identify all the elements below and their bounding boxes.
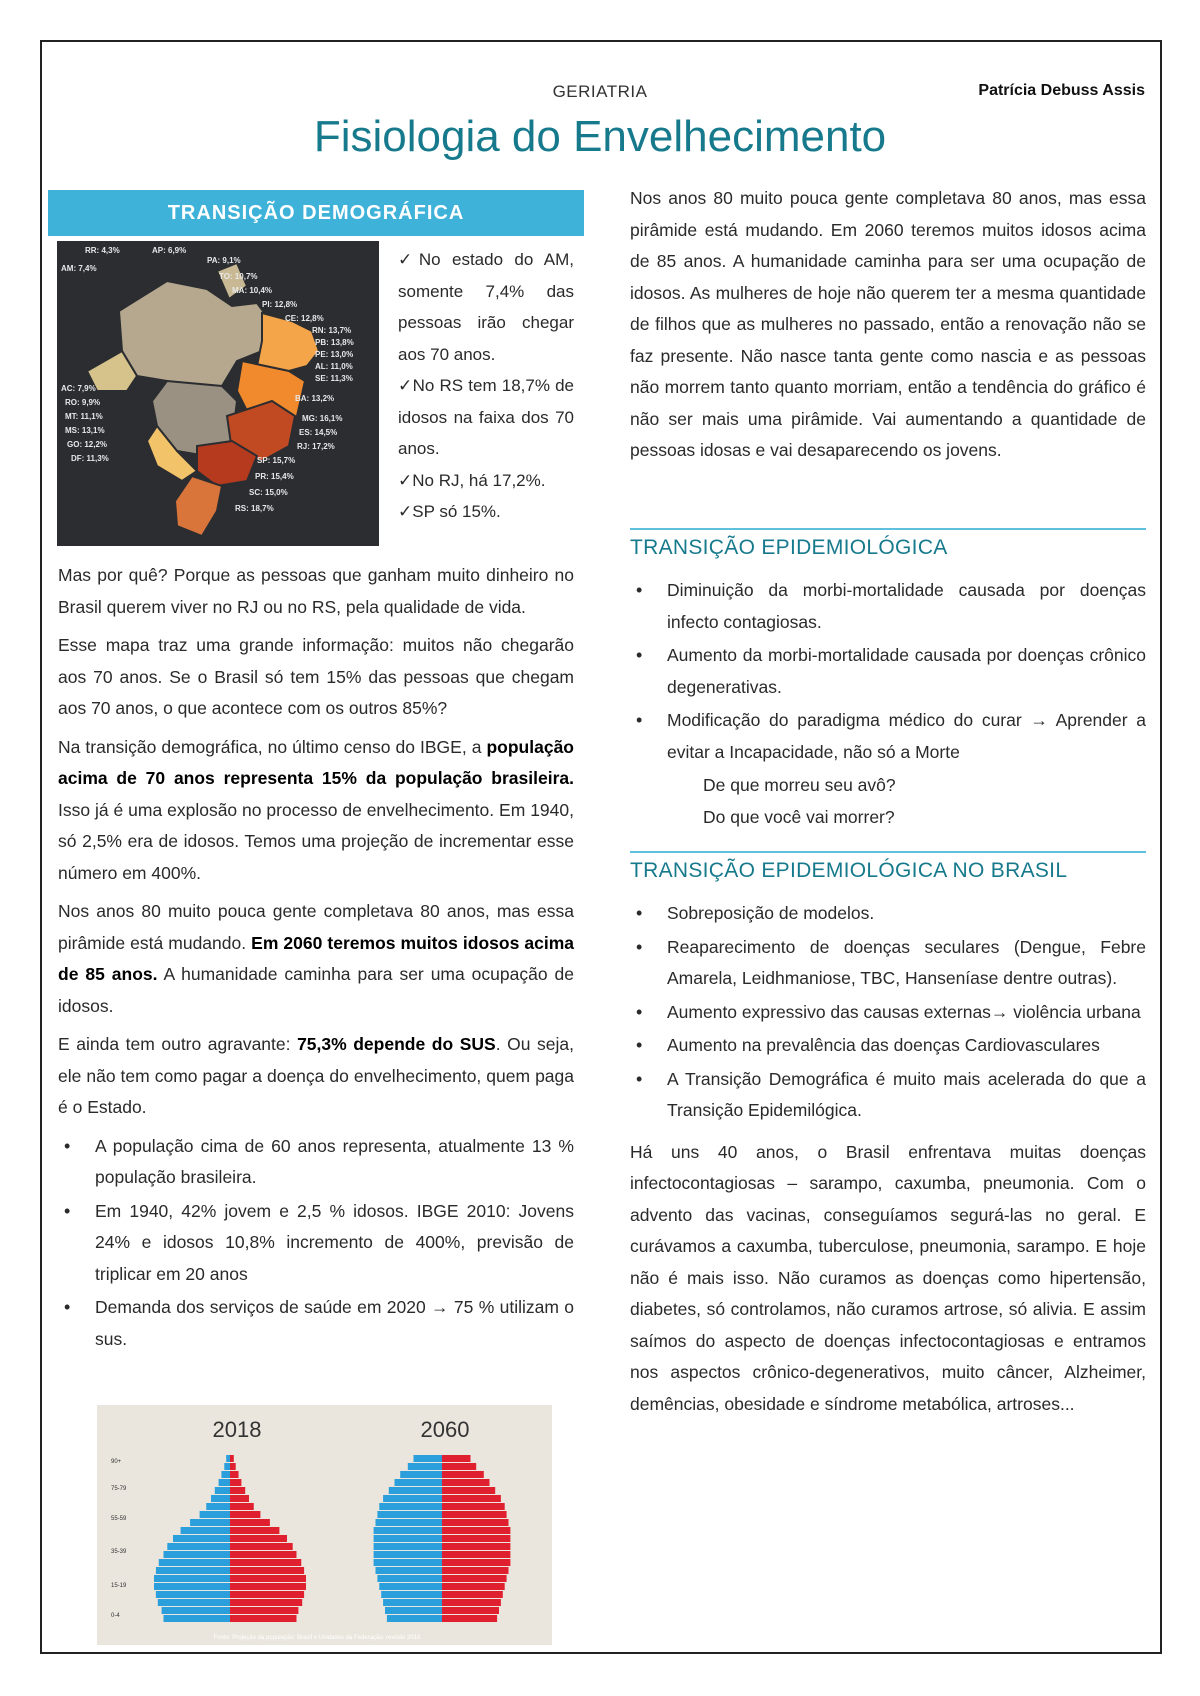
paragraph: Nos anos 80 muito pouca gente completava 80 anos, mas essa pirâmide está mudando. Em 2060 teremos muitos idosos acima de 85 anos. A humanidade caminha para ser uma ocupação de idosos. As mulheres de hoje não querem ter a mesma quantidade de filhos que as mulheres no passado, então a renovação não se faz presente. Não nasce tanta gente como nascia e as pessoas não morrem tanto quanto morriam, então a tendência do gráfico é não ser mais uma pirâmide. Vai aumentando a quantidade de pessoas idosas e vai desaparecendo os jovens.	[630, 188, 1146, 460]
text-span: A humanidade caminha para ser uma ocupação de idosos.	[58, 964, 574, 1016]
pyramid-bar-female	[230, 1455, 234, 1462]
pyramid-bar-female	[442, 1615, 497, 1622]
bullet-list	[58, 1131, 574, 1356]
section-banner-demographic: TRANSIÇÃO DEMOGRÁFICA	[48, 190, 584, 236]
paragraph	[58, 896, 574, 1022]
pyramid-year-2018: 2018	[212, 1417, 262, 1442]
map-label: AC: 7,9%	[61, 384, 96, 393]
check-item: ✓No RS tem 18,7% de idosos na faixa dos 70 anos.	[398, 376, 574, 458]
map-region-south	[175, 476, 222, 536]
text-span: . Ou seja, ele não tem como pagar a doença do envelhecimento, quem paga é o Estado.	[58, 1034, 574, 1117]
pyramid-bar-female	[230, 1463, 236, 1470]
list-item: • Aumento expressivo das causas externas→ violência urbana	[630, 997, 1146, 1029]
paragraph: Mas por quê? Porque as pessoas que ganham muito dinheiro no Brasil querem viver no RJ ou no RS, pela qualidade de vida.	[58, 565, 574, 617]
pyramid-bar-male	[181, 1527, 230, 1534]
list-item: • A população cima de 60 anos representa, atualmente 13 % população brasileira.	[58, 1131, 574, 1194]
list-item: • A Transição Demográfica é muito mais acelerada do que a Transição Epidemilógica.	[630, 1064, 1146, 1127]
map-label: RN: 13,7%	[312, 326, 352, 335]
pyramid-bar-male	[164, 1551, 231, 1558]
age-label: 0-4	[111, 1613, 120, 1619]
map-label: SC: 15,0%	[249, 488, 288, 497]
map-label: MS: 13,1%	[65, 426, 105, 435]
pyramid-bar-female	[442, 1471, 484, 1478]
pyramid-bar-female	[230, 1607, 298, 1614]
pyramid-bar-male	[374, 1543, 442, 1550]
pyramid-bar-female	[442, 1567, 509, 1574]
pyramid-bar-female	[230, 1567, 304, 1574]
pyramid-bar-male	[395, 1479, 443, 1486]
pyramid-bar-male	[158, 1599, 230, 1606]
pyramid-bar-male	[154, 1575, 230, 1582]
age-label: 75-79	[111, 1486, 127, 1492]
pyramid-bar-female	[230, 1511, 260, 1518]
pyramid-bar-female	[230, 1543, 293, 1550]
age-label: 90+	[111, 1459, 122, 1465]
pyramid-bar-male	[221, 1471, 230, 1478]
age-label: 55-59	[111, 1516, 127, 1522]
pyramid-bar-male	[374, 1527, 442, 1534]
subject-label: GERIATRIA	[552, 82, 648, 101]
age-label: 15-19	[111, 1583, 127, 1589]
list-item: • Demanda dos serviços de saúde em 2020 → 75 % utilizam o sus.	[58, 1292, 574, 1355]
pyramid-bar-female	[230, 1583, 306, 1590]
pyramid-bar-male	[224, 1463, 230, 1470]
pyramid-bar-male	[377, 1575, 442, 1582]
pyramid-bar-male	[376, 1519, 443, 1526]
pyramid-bar-male	[374, 1535, 442, 1542]
map-label: MA: 10,4%	[232, 286, 273, 295]
paragraph: Há uns 40 anos, o Brasil enfrentava muitas doenças infectocontagiosas – sarampo, caxumba, pneumonia. Com o advento das vacinas, conseguíamos segurá-las no geral. E curávamos a caxumba, tuberculose, pneumonia, sarampo. E hoje não é mais isso. Não curamos as doenças como hipertensão, diabetes, só controlamos, não curamos artrose, só alivia. E assim saímos do aspecto de doenças infectocontagiosas e entramos nos aspectos crônico-degenerativos, muito câncer, Alzheimer, demências, obesidade e síndrome metabólica, artroses...	[630, 1141, 1146, 1414]
map-label: CE: 12,8%	[285, 314, 324, 323]
map-label: BA: 13,2%	[295, 394, 335, 403]
pyramid-bar-male	[381, 1591, 442, 1598]
map-label: SE: 11,3%	[315, 374, 353, 383]
list-item: • Modificação do paradigma médico do curar → Aprender a evitar a Incapacidade, não só a Morte	[630, 705, 1146, 768]
pyramid-bar-female	[230, 1615, 297, 1622]
question-text: De que morreu seu avô?	[703, 775, 896, 795]
pyramid-bar-female	[442, 1463, 476, 1470]
right-intro-text	[630, 183, 1146, 474]
pyramid-bar-female	[442, 1575, 507, 1582]
pyramid-bar-male	[159, 1559, 230, 1566]
pyramid-svg	[97, 1405, 552, 1645]
pyramid-bar-female	[442, 1455, 471, 1462]
map-label: TO: 10,7%	[219, 272, 258, 281]
pyramid-bar-female	[442, 1599, 501, 1606]
pyramid-bar-male	[379, 1583, 442, 1590]
bold-text: Em 2060 teremos muitos idosos acima de 85 anos.	[58, 932, 574, 984]
pyramid-bar-female	[230, 1599, 302, 1606]
pyramid-bar-female	[230, 1519, 270, 1526]
map-label: AP: 6,9%	[152, 246, 187, 255]
pyramid-bar-male	[219, 1479, 230, 1486]
pyramid-bar-female	[230, 1471, 239, 1478]
check-item: ✓No estado do AM, somente 7,4% das pessoas irão chegar aos 70 anos.	[398, 250, 574, 364]
pyramid-bar-male	[400, 1471, 442, 1478]
pyramid-bar-female	[230, 1551, 297, 1558]
pyramid-bar-female	[442, 1583, 505, 1590]
pyramid-bar-male	[377, 1511, 442, 1518]
pyramid-bar-female	[442, 1527, 510, 1534]
map-label: GO: 12,2%	[67, 440, 108, 449]
pyramid-bar-male	[226, 1455, 230, 1462]
pyramid-bar-female	[230, 1527, 279, 1534]
pyramid-bar-male	[383, 1599, 442, 1606]
pyramid-bar-male	[374, 1551, 442, 1558]
map-label: MT: 11,1%	[65, 412, 103, 421]
bullet-list	[630, 575, 1146, 768]
bullet-list	[630, 898, 1146, 1127]
pyramid-bar-male	[206, 1503, 230, 1510]
pyramid-bar-male	[383, 1495, 442, 1502]
paragraph: Esse mapa traz uma grande informação: muitos não chegarão aos 70 anos. Se o Brasil só tem 15% das pessoas que chegam aos 70 anos, o que acontece com os outros 85%?	[58, 635, 574, 718]
pyramid-bar-male	[200, 1511, 230, 1518]
text-span: Nos anos 80 muito pouca gente completava 80 anos, mas essa pirâmide está mudando.	[58, 901, 574, 953]
text-span: Na transição demográfica, no último censo do IBGE, a	[58, 736, 487, 757]
pyramid-bar-male	[389, 1487, 442, 1494]
map-label: DF: 11,3%	[71, 454, 109, 463]
pyramid-bar-male	[387, 1615, 442, 1622]
pyramid-bar-female	[442, 1543, 510, 1550]
epidemiological-brazil-list	[630, 898, 1146, 1427]
bold-text: 75,3% depende do SUS	[297, 1034, 496, 1054]
paragraph	[58, 732, 574, 890]
map-label: PR: 15,4%	[255, 472, 294, 481]
section-title-epidemiological: TRANSIÇÃO EPIDEMIOLÓGICA	[630, 528, 1146, 560]
pyramid-bar-male	[215, 1487, 230, 1494]
check-item: ✓No RJ, há 17,2%.	[398, 470, 546, 490]
author-name: Patrícia Debuss Assis	[978, 82, 1145, 99]
pyramid-2060	[374, 1455, 511, 1622]
section-title-epidemiological-brazil: TRANSIÇÃO EPIDEMIOLÓGICA NO BRASIL	[630, 851, 1146, 883]
map-label: PE: 13,0%	[315, 350, 354, 359]
pyramid-bar-female	[230, 1559, 301, 1566]
map-label: RJ: 17,2%	[297, 442, 335, 451]
pyramid-bar-male	[167, 1543, 230, 1550]
pyramid-bar-female	[442, 1511, 507, 1518]
pyramid-bar-male	[190, 1519, 230, 1526]
age-labels	[111, 1459, 127, 1619]
pyramid-bar-male	[164, 1615, 231, 1622]
pyramid-bar-female	[442, 1551, 510, 1558]
brazil-map-svg	[57, 241, 379, 546]
pyramid-bar-male	[385, 1607, 442, 1614]
pyramid-bar-male	[156, 1591, 230, 1598]
pyramid-bar-female	[230, 1487, 245, 1494]
list-item: • Aumento na prevalência das doenças Cardiovasculares	[630, 1030, 1146, 1062]
page-title: Fisiologia do Envelhecimento	[313, 112, 887, 161]
pyramid-bar-male	[379, 1503, 442, 1510]
map-label: RO: 9,9%	[65, 398, 101, 407]
question-text: Do que você vai morrer?	[703, 806, 895, 827]
map-label: PI: 12,8%	[262, 300, 298, 309]
pyramid-bar-female	[230, 1591, 304, 1598]
map-label: RR: 4,3%	[85, 246, 120, 255]
map-label: RS: 18,7%	[235, 504, 274, 513]
brazil-map-image	[57, 241, 379, 546]
pyramid-bar-female	[442, 1487, 495, 1494]
pyramid-bar-male	[414, 1455, 443, 1462]
text-span: E ainda tem outro agravante:	[58, 1034, 298, 1054]
pyramid-bar-female	[230, 1503, 254, 1510]
pyramid-bar-male	[156, 1567, 230, 1574]
pyramid-bar-female	[442, 1503, 505, 1510]
pyramid-bar-male	[154, 1583, 230, 1590]
pyramid-bar-female	[442, 1607, 499, 1614]
pyramid-bar-female	[442, 1495, 501, 1502]
list-item: • Reaparecimento de doenças seculares (Dengue, Febre Amarela, Leidhmaniose, TBC, Hanseníase dentre outras).	[630, 932, 1146, 995]
pyramid-source: Fonte: Projeção da população: Brasil e Unidades da Federação: revisão 2018	[213, 1635, 421, 1641]
left-body-text	[58, 560, 574, 1357]
list-item: • Sobreposição de modelos.	[630, 898, 1146, 930]
map-label: PB: 13,8%	[315, 338, 354, 347]
pyramid-2018	[154, 1455, 306, 1622]
pyramid-bar-female	[230, 1575, 306, 1582]
pyramid-year-2060: 2060	[420, 1417, 470, 1442]
check-item: ✓SP só 15%.	[398, 502, 501, 521]
pyramid-bar-female	[230, 1535, 287, 1542]
pyramid-bar-male	[162, 1607, 230, 1614]
map-label: ES: 14,5%	[299, 428, 338, 437]
age-label: 35-39	[111, 1549, 127, 1555]
list-item: • Diminuição da morbi-mortalidade causada por doenças infecto contagiosas.	[630, 575, 1146, 638]
pyramid-bar-female	[230, 1495, 249, 1502]
pyramid-bar-male	[211, 1495, 230, 1502]
map-label: MG: 16,1%	[302, 414, 343, 423]
map-label: AL: 11,0%	[315, 362, 353, 371]
pyramid-bar-male	[408, 1463, 442, 1470]
pyramid-bar-male	[173, 1535, 230, 1542]
epidemiological-list	[630, 575, 1146, 833]
checkmark-list	[398, 244, 574, 528]
pyramid-bar-female	[442, 1559, 510, 1566]
map-label: SP: 15,7%	[257, 456, 296, 465]
map-label: AM: 7,4%	[61, 264, 97, 273]
pyramid-bar-female	[442, 1519, 509, 1526]
pyramid-bar-female	[442, 1591, 503, 1598]
population-pyramid-image	[97, 1405, 552, 1645]
pyramid-bar-female	[230, 1479, 241, 1486]
paragraph	[58, 1029, 574, 1124]
list-item: • Em 1940, 42% jovem e 2,5 % idosos. IBGE 2010: Jovens 24% e idosos 10,8% incremento de 400%, previsão de triplicar em 20 anos	[58, 1196, 574, 1291]
pyramid-bar-female	[442, 1479, 490, 1486]
pyramid-bar-male	[374, 1559, 442, 1566]
bold-text: população acima de 70 anos representa 15% da população brasileira.	[58, 736, 574, 788]
text-span: Isso já é uma explosão no processo de envelhecimento. Em 1940, só 2,5% era de idosos. Temos uma projeção de incrementar esse número em 400%.	[58, 799, 574, 883]
map-label: PA: 9,1%	[207, 256, 241, 265]
pyramid-bar-male	[376, 1567, 443, 1574]
pyramid-bar-female	[442, 1535, 510, 1542]
list-item: • Aumento da morbi-mortalidade causada por doenças crônico degenerativas.	[630, 640, 1146, 703]
